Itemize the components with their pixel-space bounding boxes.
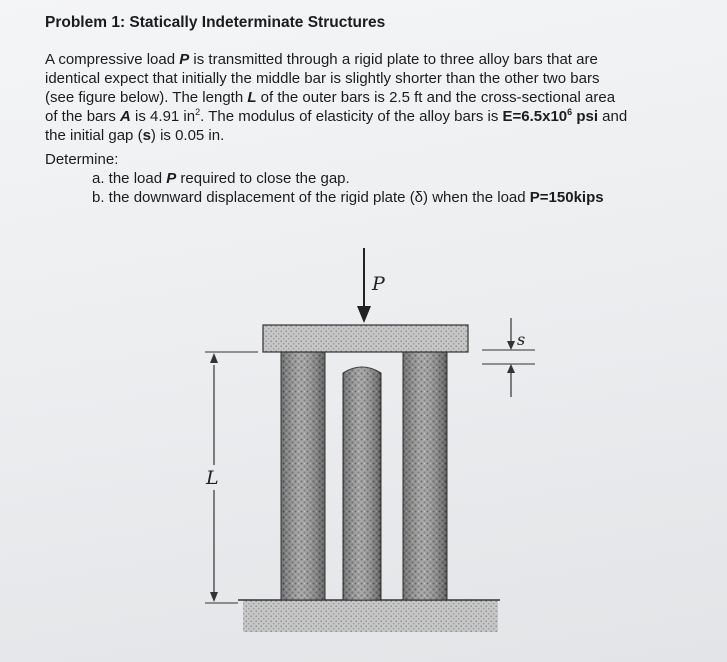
task-b: b. the downward displacement of the rigid plate (δ) when the load P=150kips	[92, 189, 604, 206]
statement-line-3: (see figure below). The length L of the outer bars is 2.5 ft and the cross-sectional area	[45, 89, 616, 106]
outer-bar-left	[281, 352, 325, 600]
area-symbol: A	[120, 108, 131, 125]
load-symbol: P	[179, 51, 190, 68]
load-arrow	[357, 248, 371, 323]
rigid-plate	[263, 325, 468, 352]
task-a: a. the load P required to close the gap.	[92, 170, 350, 187]
length-label: L	[206, 467, 219, 489]
load-value: P=150kips	[529, 189, 604, 206]
statement-line-1: A compressive load P is transmitted through a rigid plate to three alloy bars that are	[45, 51, 598, 68]
gap-indicator	[482, 318, 535, 397]
gap-label: s	[517, 330, 526, 349]
gap-symbol: s	[142, 127, 151, 144]
problem-title: Problem 1: Statically Indeterminate Structures	[45, 14, 386, 31]
outer-bar-right	[403, 352, 447, 600]
middle-bar	[343, 367, 381, 600]
statement-line-5: the initial gap (s) is 0.05 in.	[45, 127, 225, 144]
statement-line-4: of the bars A is 4.91 $in^2$. The modulus of elasticity of the alloy bars is $E=6.5x10^6$ psi and	[45, 107, 628, 125]
ground-base	[238, 600, 500, 632]
length-symbol: L	[247, 89, 257, 106]
statement-line-2: identical expect that initially the middle bar is slightly shorter than the other two bars	[45, 70, 600, 87]
load-label: P	[372, 273, 385, 295]
modulus-value: $E=6.5x10^6$ psi	[502, 107, 599, 125]
determine-heading: Determine:	[45, 151, 119, 168]
